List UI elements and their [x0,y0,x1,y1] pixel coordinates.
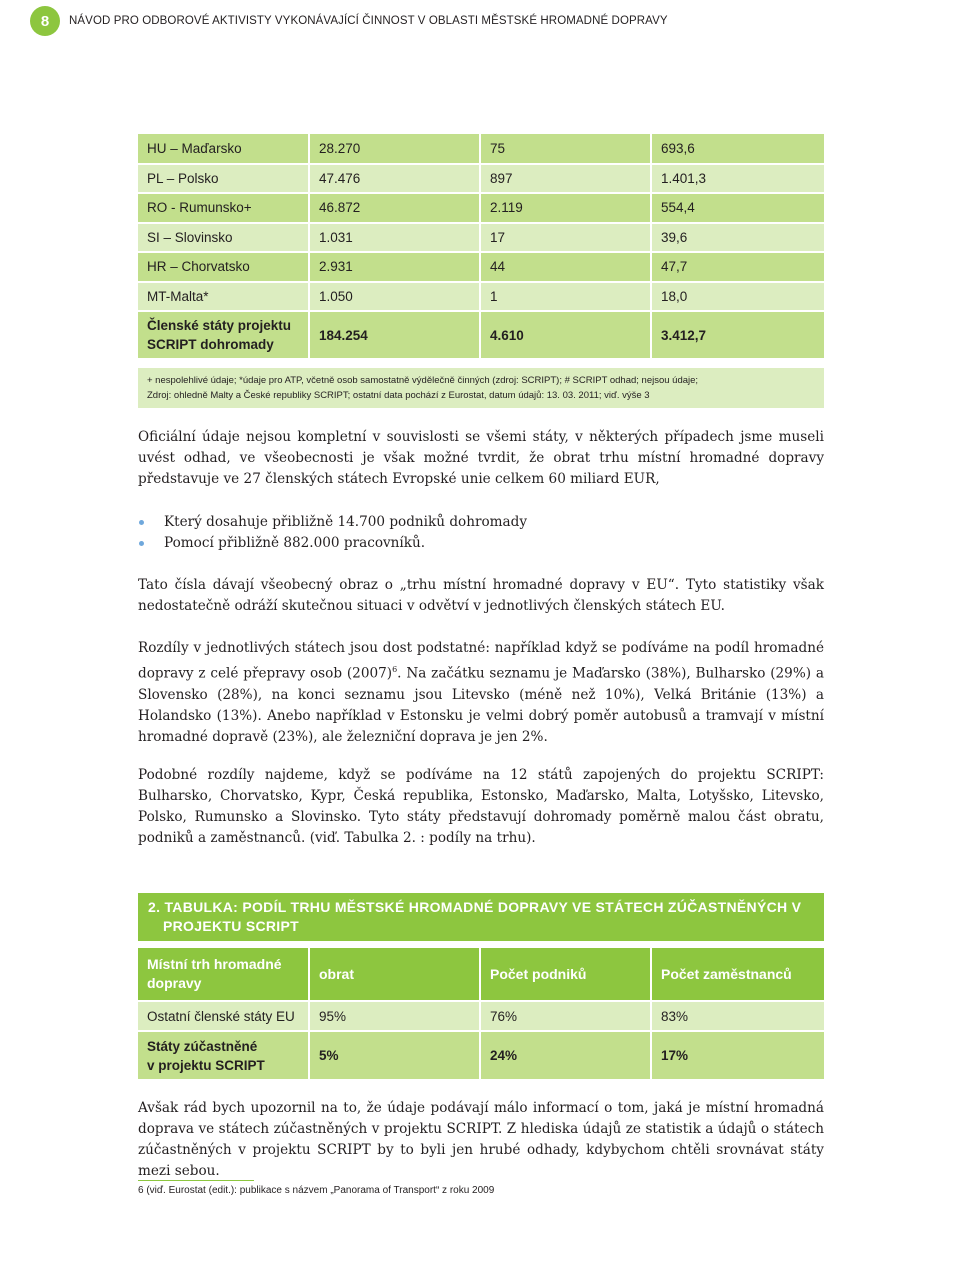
table-cell: 46.872 [309,193,480,223]
table-cell: 1.401,3 [651,164,824,194]
table-cell: 17 [480,223,651,253]
table-row [138,134,824,164]
table-row [138,223,824,253]
table-cell: HU – Maďarsko [138,134,309,164]
table-cell: 554,4 [651,193,824,223]
total-cell: 4.610 [480,311,651,359]
total-label-cell [138,311,309,359]
table-row [138,193,824,223]
market-share-table [138,948,824,1081]
bullet-list [138,512,824,554]
table-cell: MT-Malta* [138,282,309,312]
table-cell: SI – Slovinsko [138,223,309,253]
country-statistics-table [138,134,824,360]
table-row [138,1031,824,1080]
table-cell: 693,6 [651,134,824,164]
table-cell: 47.476 [309,164,480,194]
cell-line: Státy zúčastněné [147,1038,258,1054]
table-row [138,164,824,194]
table-row [138,252,824,282]
list-item-text: Pomocí přibližně 882.000 pracovníků. [164,535,426,551]
table-cell: 44 [480,252,651,282]
table2-title-line1: 2. TABULKA: PODÍL TRHU MĚSTSKÉ HROMADNÉ DOPRAVY VE STÁTECH ZÚČASTNĚNÝCH V [148,899,802,915]
table-cell: 897 [480,164,651,194]
table-cell: 1.050 [309,282,480,312]
table-cell: 28.270 [309,134,480,164]
total-label-line2: SCRIPT dohromady [147,337,274,352]
table-row [138,282,824,312]
page-number-badge: 8 [30,6,60,36]
table-cell: 2.119 [480,193,651,223]
list-item [138,512,824,533]
header-line: dopravy [147,975,202,991]
table-header-row [138,948,824,1001]
bullet-icon [139,520,144,525]
footnote: 6 (viď. Eurostat (edit.): publikace s názvem „Panorama of Transport“ z roku 2009 [138,1185,495,1196]
list-item [138,533,824,554]
paragraph: Oficiální údaje nejsou kompletní v souvislosti se všemi státy, v některých případech jsme museli uvést odhad, ve všeobecnosti je však možné tvrdit, že obrat trhu místní hromadné dopravy představuje ve 27 členských státech Evropské unie celkem 60 miliard EUR, [138,429,824,487]
running-header-title: NÁVOD PRO ODBOROVÉ AKTIVISTY VYKONÁVAJÍCÍ ČINNOST V OBLASTI MĚSTSKÉ HROMADNÉ DOPRAVY [69,15,668,27]
paragraph: Podobné rozdíly najdeme, když se podíváme na 12 států zapojených do projektu SCRIPT: Bulharsko, Chorvatsko, Kypr, Česká republika, Estonsko, Maďarsko, Malta, Lotyšsko, Litevsko, Polsko, Rumunsko a Slovinsko. Tyto státy představují dohromady poměrně malou část obratu, podniků a zaměstnanců. (viď. Tabulka 2. : podíly na trhu). [138,767,824,846]
list-item-text: Který dosahuje přibližně 14.700 podniků dohromady [164,514,528,530]
paragraph: Tato čísla dávají všeobecný obraz o „trhu místní hromadné dopravy v EU“. Tyto statistiky však nedostatečně odráží skutečnou situaci v odvětví v jednotlivých členských státech EU. [138,577,824,614]
paragraph-text: Rozdíly v jednotlivých státech jsou dost podstatné: například když se podíváme na podíl hromadné dopravy z celé přepravy osob (2007) [138,640,824,682]
table-cell: 17% [651,1031,824,1080]
note-line: + nespolehlivé údaje; *údaje pro ATP, včetně osob samostatně výdělečně činných (zdroj: SCRIPT); # SCRIPT odhad; nejsou údaje; [147,375,699,386]
paragraph: Avšak rád bych upozornil na to, že údaje podávají málo informací o tom, jaká je místní hromadná doprava ve státech zúčastněných v projektu SCRIPT. Z hlediska údajů ze statistik a údajů o státech zúčastněných v projektu SCRIPT by to byli jen hrubé odhady, kdybychom chtěli srovnávat státy mezi sebou. [138,1100,824,1179]
footnote-divider [138,1180,254,1181]
column-header: Počet podniků [480,948,651,1001]
header-line: Místní trh hromadné [147,956,282,972]
column-header: Počet zaměstnanců [651,948,824,1001]
table-cell: 83% [651,1001,824,1031]
table-cell: 5% [309,1031,480,1080]
paragraph-text: . Na začátku seznamu je Maďarsko (38%), Bulharsko (29%) a Slovensko (28%), na konci seznamu jsou Litevsko (méně než 10%), Velká Británie (13%) a Holandsko (13%). Anebo například v Estonsku je velmi dobrý poměr autobusů a tramvají v místní hromadné dopravě (23%), ale železniční doprava je jen 2%. [138,665,824,745]
table-cell: HR – Chorvatsko [138,252,309,282]
page-header [30,6,668,36]
table-cell: RO - Rumunsko+ [138,193,309,223]
table-source-note [138,368,824,408]
table-cell: 1 [480,282,651,312]
table-cell: PL – Polsko [138,164,309,194]
bullet-icon [139,541,144,546]
table-cell: 24% [480,1031,651,1080]
paragraph [138,638,824,748]
table-cell: 75 [480,134,651,164]
column-header [138,948,309,1001]
table-cell [138,1031,309,1080]
table-cell: 1.031 [309,223,480,253]
footnote-reference[interactable]: 6 [392,665,398,674]
table-row [138,1001,824,1031]
column-header: obrat [309,948,480,1001]
table-cell: 2.931 [309,252,480,282]
total-cell: 184.254 [309,311,480,359]
cell-line: v projektu SCRIPT [147,1057,265,1073]
table-total-row [138,311,824,359]
total-cell: 3.412,7 [651,311,824,359]
total-label-line1: Členské státy projektu [147,318,292,333]
table2-title [138,893,824,941]
table-cell: 95% [309,1001,480,1031]
table-cell: 18,0 [651,282,824,312]
table-cell: 39,6 [651,223,824,253]
table-cell: 76% [480,1001,651,1031]
table-cell: 47,7 [651,252,824,282]
table-cell: Ostatní členské státy EU [138,1001,309,1031]
table2-title-line2: PROJEKTU SCRIPT [163,918,299,934]
note-line: Zdroj: ohledně Malty a České republiky SCRIPT; ostatní data pochází z Eurostat, datum údajů: 13. 03. 2011; viď. výše 3 [147,390,650,401]
